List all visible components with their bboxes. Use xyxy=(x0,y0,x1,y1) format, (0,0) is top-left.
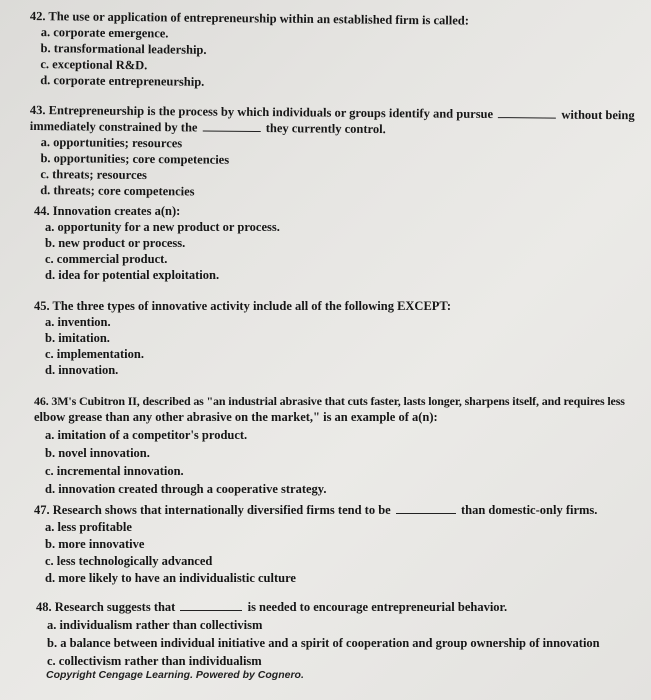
stem-text: without being xyxy=(561,107,635,123)
option-a: a. opportunity for a new product or process. xyxy=(45,220,280,234)
stem-text: is needed to encourage entrepreneurial behavior. xyxy=(247,600,508,614)
option-b: b. opportunities; core competencies xyxy=(40,151,230,167)
question-stem: 42. The use or application of entrepreneurship within an established firm is called: xyxy=(29,8,470,28)
option-d: d. corporate entrepreneurship. xyxy=(40,73,205,89)
option-d: d. more likely to have an individualistic culture xyxy=(45,571,296,585)
question-48 xyxy=(36,599,600,669)
option-c: c. threats; resources xyxy=(40,167,148,183)
option-d: d. innovation. xyxy=(45,363,119,377)
question-stem: 45. The three types of innovative activity include all of the following EXCEPT: xyxy=(34,299,452,313)
option-a: a. opportunities; resources xyxy=(40,135,183,151)
question-stem-line2: elbow grease than any other abrasive on the market," is an example of a(n): xyxy=(34,410,438,424)
option-c: c. commercial product. xyxy=(45,252,168,266)
stem-text: immediately constrained by the xyxy=(29,118,198,135)
option-c: c. exceptional R&D. xyxy=(40,57,148,73)
option-d: d. threats; core competencies xyxy=(40,183,195,199)
question-stem: 44. Innovation creates a(n): xyxy=(34,204,181,218)
option-d: d. innovation created through a cooperative strategy. xyxy=(45,482,327,496)
question-46 xyxy=(34,393,625,497)
answer-blank xyxy=(203,120,261,133)
answer-blank xyxy=(180,599,242,611)
option-b: b. novel innovation. xyxy=(45,446,150,460)
option-b: b. imitation. xyxy=(45,331,110,345)
stem-text: 48. Research suggests that xyxy=(36,600,176,614)
answer-blank xyxy=(396,502,456,514)
copyright-footer: Copyright Cengage Learning. Powered by Cognero. xyxy=(46,669,304,681)
question-stem xyxy=(34,502,597,518)
question-47 xyxy=(34,502,597,586)
option-c: c. collectivism rather than individualism xyxy=(47,654,262,668)
question-stem xyxy=(36,599,600,615)
option-c: c. incremental innovation. xyxy=(45,464,184,478)
option-c: c. implementation. xyxy=(45,347,144,361)
question-44 xyxy=(34,203,280,283)
option-c: c. less technologically advanced xyxy=(45,554,213,568)
question-43 xyxy=(29,102,635,203)
question-45 xyxy=(34,298,451,378)
option-d: d. idea for potential exploitation. xyxy=(45,268,220,282)
stem-text: 47. Research shows that internationally diversified firms tend to be xyxy=(34,503,391,517)
option-a: a. imitation of a competitor's product. xyxy=(45,428,248,442)
option-a: a. invention. xyxy=(45,315,111,329)
option-b: b. more innovative xyxy=(45,537,145,551)
answer-blank xyxy=(498,106,556,119)
option-a: a. individualism rather than collectivism xyxy=(47,618,263,632)
question-stem-line1: 46. 3M's Cubitron II, described as "an industrial abrasive that cuts faster, lasts longer, sharpens itself, and requires less xyxy=(34,394,625,408)
option-a: a. less profitable xyxy=(45,520,132,534)
question-42 xyxy=(29,8,469,93)
stem-text: they currently control. xyxy=(265,121,386,137)
option-b: b. new product or process. xyxy=(45,236,186,250)
option-a: a. corporate emergence. xyxy=(40,25,169,41)
stem-text: 43. Entrepreneurship is the process by which individuals or groups identify and pursue xyxy=(29,102,494,122)
option-b: b. a balance between individual initiative and a spirit of cooperation and group ownership of innovation xyxy=(47,636,600,650)
stem-text: than domestic-only firms. xyxy=(460,503,598,517)
option-b: b. transformational leadership. xyxy=(40,41,207,57)
